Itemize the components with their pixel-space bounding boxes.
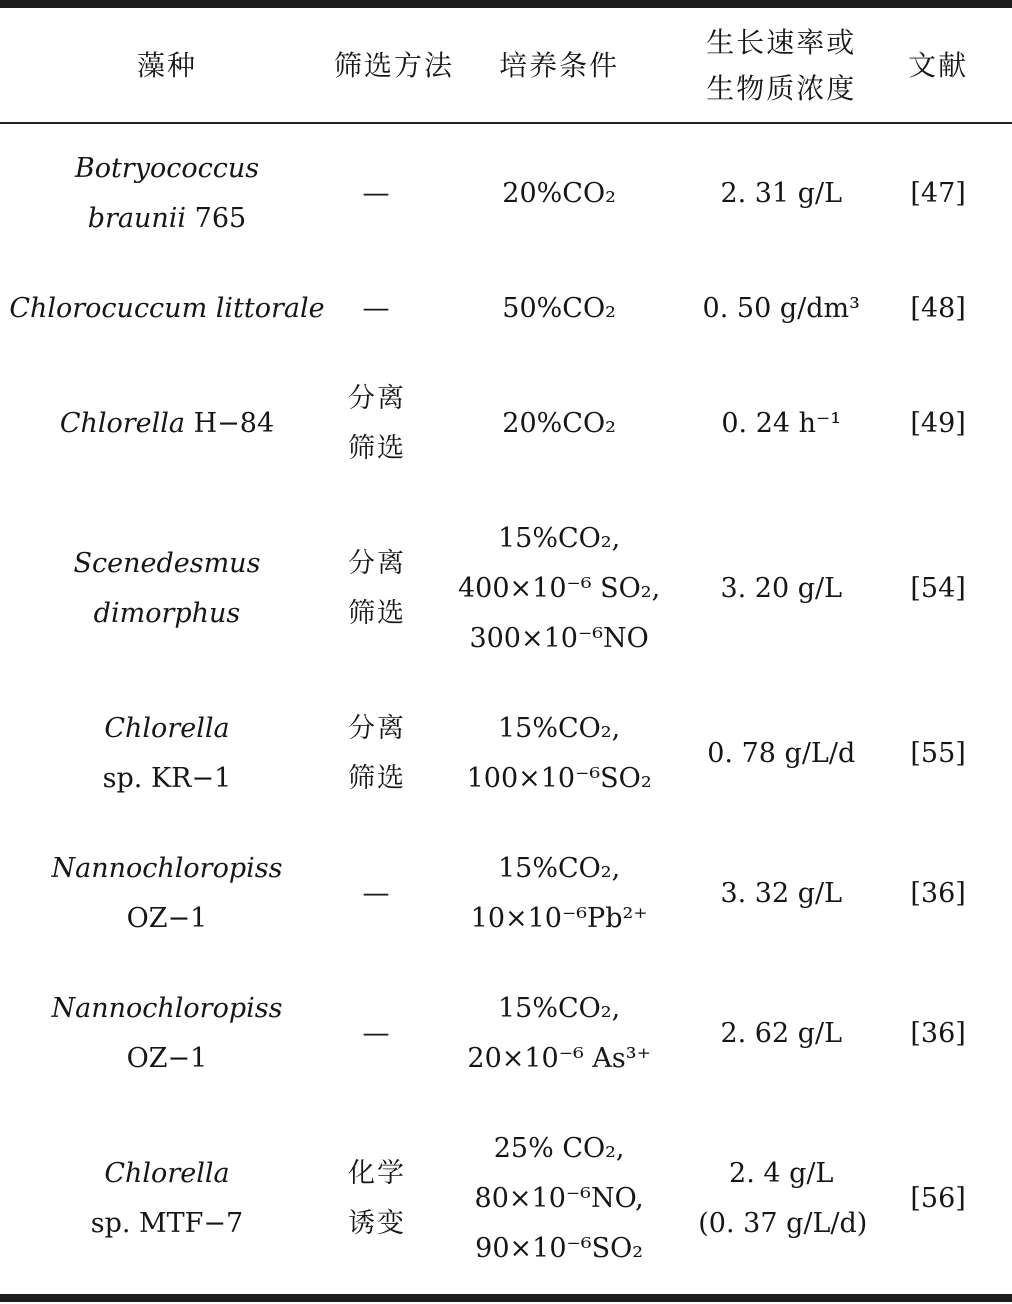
screening-method-cell	[334, 704, 420, 804]
screening-method-line: 化学	[347, 1158, 406, 1189]
reference-number: [54]	[910, 573, 966, 604]
growth-rate-cell	[698, 169, 864, 219]
culture-condition-line: 80×10⁻⁶NO,	[474, 1183, 644, 1214]
table-row	[0, 824, 1012, 964]
species-name-segment: sp. KR−1	[102, 763, 232, 794]
table-row	[0, 964, 1012, 1104]
screening-method-line: 诱变	[347, 1208, 406, 1239]
table-top-rule	[0, 0, 1012, 8]
species-line	[0, 539, 334, 589]
growth-rate-cell	[698, 284, 864, 334]
species-line	[0, 1034, 334, 1084]
screening-method-line: 分离	[347, 548, 406, 579]
screening-method-line: 分离	[347, 383, 406, 414]
species-name-segment: Nannochloropiss	[51, 853, 283, 884]
screening-method-line: 筛选	[347, 598, 406, 629]
screening-method-cell	[334, 284, 420, 334]
culture-conditions-cell	[420, 514, 698, 664]
species-line	[0, 1199, 334, 1249]
species-cell	[0, 539, 334, 639]
growth-rate-cell	[698, 564, 864, 614]
culture-conditions-cell	[420, 169, 698, 219]
column-header-label: 藻种	[136, 49, 197, 82]
growth-rate-line: 2. 31 g/L	[720, 178, 843, 209]
culture-conditions-cell	[420, 284, 698, 334]
species-line	[0, 144, 334, 194]
culture-condition-line: 10×10⁻⁶Pb²⁺	[470, 903, 648, 934]
screening-method-cell	[334, 169, 420, 219]
culture-condition-line: 100×10⁻⁶SO₂	[466, 763, 652, 794]
table-row	[0, 684, 1012, 824]
growth-rate-cell	[698, 1009, 864, 1059]
screening-method-line: 筛选	[347, 763, 406, 794]
species-cell	[0, 984, 334, 1084]
reference-cell	[864, 1174, 1012, 1224]
screening-method-cell	[334, 374, 420, 474]
culture-condition-line: 15%CO₂,	[498, 523, 621, 554]
growth-rate-line: 3. 32 g/L	[720, 878, 843, 909]
growth-rate-line: 2. 4 g/L	[729, 1158, 834, 1189]
growth-rate-cell	[698, 399, 864, 449]
species-name-segment: OZ−1	[126, 1043, 208, 1074]
reference-cell	[864, 1009, 1012, 1059]
reference-number: [56]	[910, 1183, 966, 1214]
culture-conditions-cell	[420, 984, 698, 1084]
column-header-label: 筛选方法	[333, 49, 454, 82]
table-bottom-rule	[0, 1294, 1012, 1302]
species-line	[0, 844, 334, 894]
species-line	[0, 984, 334, 1034]
column-header-label: 培养条件	[499, 49, 620, 82]
screening-method-cell	[334, 539, 420, 639]
growth-rate-line: 0. 50 g/dm³	[702, 293, 860, 324]
growth-rate-line: (0. 37 g/L/d)	[698, 1208, 868, 1239]
table-header-row	[0, 8, 1012, 124]
culture-condition-line: 400×10⁻⁶ SO₂,	[458, 573, 661, 604]
growth-rate-line: 0. 24 h⁻¹	[721, 408, 842, 439]
reference-cell	[864, 869, 1012, 919]
species-cell	[0, 844, 334, 944]
screening-method-cell	[334, 869, 420, 919]
culture-condition-line: 20%CO₂	[502, 408, 616, 439]
culture-condition-line: 50%CO₂	[502, 293, 616, 324]
species-name-segment: sp. MTF−7	[90, 1208, 244, 1239]
growth-rate-line: 0. 78 g/L/d	[707, 738, 856, 769]
table-row	[0, 494, 1012, 684]
species-line	[0, 589, 334, 639]
reference-number: [49]	[910, 408, 966, 439]
reference-number: [47]	[910, 178, 966, 209]
table-row	[0, 1104, 1012, 1294]
reference-cell	[864, 729, 1012, 779]
column-header	[333, 43, 454, 89]
species-line	[0, 894, 334, 944]
species-name-segment: H−84	[185, 408, 275, 439]
growth-rate-line: 3. 20 g/L	[720, 573, 843, 604]
column-header	[420, 43, 698, 89]
species-name-segment: Chlorella	[104, 1158, 230, 1189]
culture-condition-line: 15%CO₂,	[498, 853, 621, 884]
culture-conditions-cell	[420, 844, 698, 944]
species-name-segment: Botryococcus	[74, 153, 260, 184]
species-line	[0, 704, 334, 754]
species-line	[0, 399, 334, 449]
growth-rate-cell	[698, 869, 864, 919]
culture-condition-line: 90×10⁻⁶SO₂	[475, 1233, 644, 1264]
table-row	[0, 354, 1012, 494]
species-name-segment: Nannochloropiss	[51, 993, 283, 1024]
species-name-segment: 765	[186, 203, 247, 234]
screening-method-cell	[334, 1009, 420, 1059]
reference-cell	[864, 284, 1012, 334]
culture-conditions-cell	[420, 399, 698, 449]
species-cell	[0, 1149, 334, 1249]
species-cell	[0, 399, 334, 449]
species-line	[0, 754, 334, 804]
culture-condition-line: 20%CO₂	[502, 178, 616, 209]
growth-rate-line: 2. 62 g/L	[720, 1018, 843, 1049]
reference-cell	[864, 399, 1012, 449]
column-header	[864, 43, 1012, 89]
reference-number: [55]	[910, 738, 966, 769]
species-cell	[0, 704, 334, 804]
column-header-label: 生物质浓度	[706, 72, 857, 105]
no-method-dash: —	[362, 1018, 392, 1049]
column-header	[698, 20, 864, 112]
culture-condition-line: 15%CO₂,	[498, 713, 621, 744]
species-line	[0, 194, 334, 244]
culture-conditions-cell	[420, 1124, 698, 1274]
column-header-label: 文献	[908, 49, 969, 82]
species-line	[0, 284, 334, 334]
reference-number: [48]	[910, 293, 966, 324]
reference-number: [36]	[910, 1018, 966, 1049]
table-body	[0, 124, 1012, 1294]
species-cell	[0, 144, 334, 244]
culture-conditions-cell	[420, 704, 698, 804]
column-header-label: 生长速率或	[706, 26, 857, 59]
culture-condition-line: 15%CO₂,	[498, 993, 621, 1024]
species-name-segment: Chlorocuccum littorale	[9, 293, 325, 324]
table-row	[0, 264, 1012, 354]
column-header	[0, 43, 334, 89]
culture-condition-line: 25% CO₂,	[493, 1133, 625, 1164]
culture-condition-line: 20×10⁻⁶ As³⁺	[467, 1043, 651, 1074]
species-name-segment: Chlorella	[59, 408, 186, 439]
no-method-dash: —	[362, 293, 392, 324]
growth-rate-cell	[698, 1149, 868, 1249]
species-line	[0, 1149, 334, 1199]
no-method-dash: —	[362, 878, 392, 909]
species-cell	[0, 284, 334, 334]
screening-method-line: 筛选	[347, 433, 406, 464]
reference-cell	[864, 564, 1012, 614]
species-name-segment: OZ−1	[126, 903, 208, 934]
culture-condition-line: 300×10⁻⁶NO	[469, 623, 649, 654]
growth-rate-cell	[698, 729, 864, 779]
screening-method-line: 分离	[347, 713, 406, 744]
species-name-segment: Scenedesmus	[73, 548, 261, 579]
species-name-segment: braunii	[87, 203, 187, 234]
no-method-dash: —	[362, 178, 392, 209]
reference-number: [36]	[910, 878, 966, 909]
species-name-segment: Chlorella	[104, 713, 230, 744]
table-row	[0, 124, 1012, 264]
species-name-segment: dimorphus	[93, 598, 241, 629]
screening-method-cell	[334, 1149, 420, 1249]
reference-cell	[864, 169, 1012, 219]
